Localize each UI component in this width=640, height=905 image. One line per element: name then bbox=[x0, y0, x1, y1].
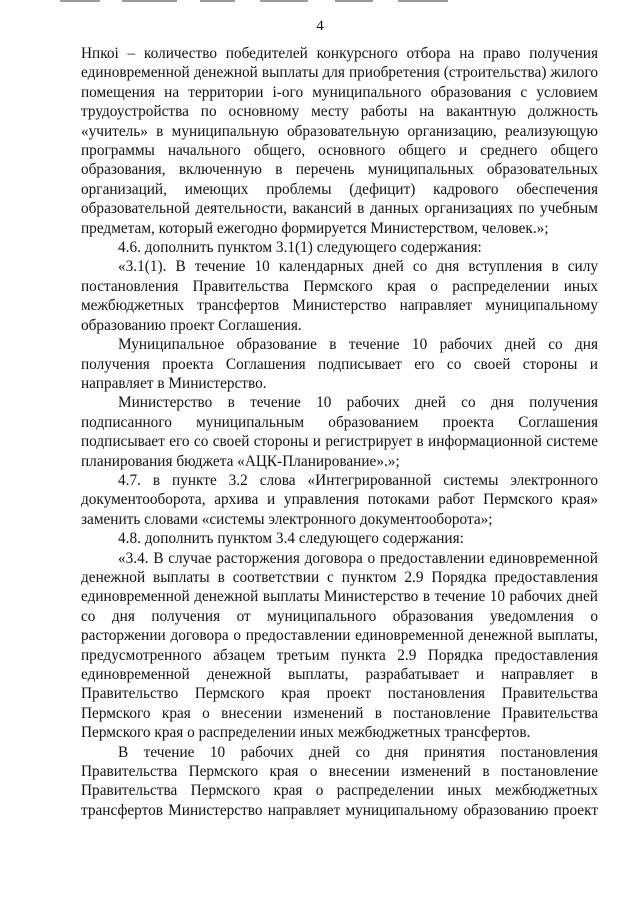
paragraph-ministry-signing: Министерство в течение 10 рабочих дней со дня получения подписанного муниципальным образованием проекта Соглашения подписывает его со своей стороны и регистрирует в информационной системе планирования бюджета «АЦК-Планирование».»; bbox=[81, 394, 598, 470]
paragraph-municipal-signing: Муниципальное образование в течение 10 рабочих дней со дня получения проекта Соглашения подписывает его со своей стороны и направляет в Министерство. bbox=[81, 336, 598, 392]
paragraph-clause-3-1-1: «3.1(1). В течение 10 календарных дней со дня вступления в силу постановления Правительства Пермского края о распределении иных межбюджетных трансфертов Министерство направляет муниципальному образованию проект Соглашения. bbox=[81, 258, 598, 334]
scan-top-marks bbox=[60, 0, 480, 4]
paragraph-definition-hpko: Hпкоi – количество победителей конкурсного отбора на право получения единовременной денежной выплаты для приобретения (строительства) жилого помещения на территории i-ого муниципального образования с условием трудоустройства по основному месту работы на вакантную должность «учитель» в муниципальную образовательную организацию, реализующую программы начального общего, основного общего и среднего общего образования, включенную в перечень муниципальных образовательных организаций, имеющих проблемы (дефицит) кадрового обеспечения образовательной деятельности, вакансий в данных организациях по учебным предметам, который ежегодно формируется Министерством, человек.»; bbox=[81, 45, 598, 237]
document-body bbox=[81, 44, 598, 820]
paragraph-item-4-7: 4.7. в пункте 3.2 слова «Интегрированной системы электронного документооборота, архива и управления потоками работ Пермского края» заменить словами «системы электронного документооборота»; bbox=[81, 471, 598, 528]
paragraph-item-4-6: 4.6. дополнить пунктом 3.1(1) следующего содержания: bbox=[118, 239, 482, 257]
paragraph-clause-3-4: «3.4. В случае расторжения договора о предоставлении единовременной денежной выплаты в соответствии с пунктом 2.9 Порядка предоставления единовременной денежной выплаты Министерство в течение 10 рабочих дней со дня получения от муниципального образования уведомления о расторжении договора о предоставлении единовременной денежной выплаты, предусмотренного абзацем третьим пункта 2.9 Порядка предоставления единовременной денежной выплаты, разрабатывает и направляет в Правительство Пермского края проект постановления Правительства Пермского края о внесении изменений в постановление Правительства Пермского края о распределении иных межбюджетных трансфертов. bbox=[81, 549, 598, 742]
paragraph-item-4-8: 4.8. дополнить пунктом 3.4 следующего содержания: bbox=[118, 530, 464, 548]
paragraph-within-10-days: В течение 10 рабочих дней со дня принятия постановления Правительства Пермского края о внесении изменений в постановление Правительства Пермского края о распределении иных межбюджетных трансфертов Министерство направляет муниципальному образованию проект bbox=[81, 743, 598, 819]
page-number: 4 bbox=[316, 18, 324, 34]
